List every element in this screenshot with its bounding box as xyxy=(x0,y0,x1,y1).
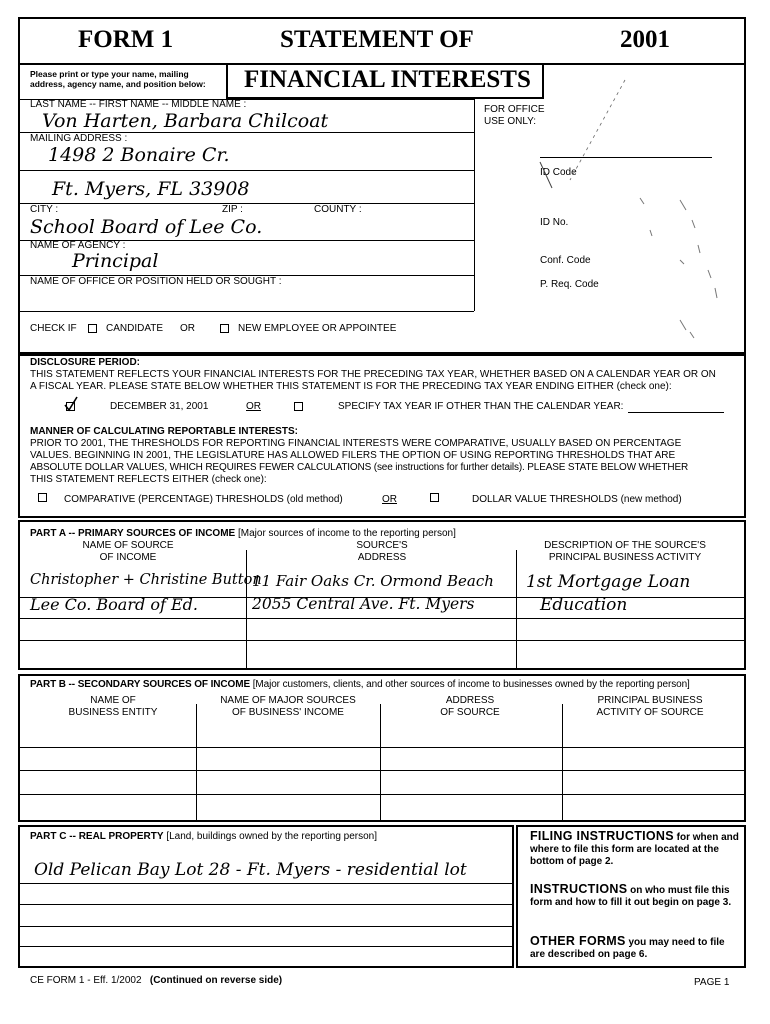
mailing-label: MAILING ADDRESS : xyxy=(30,133,128,144)
part-c-subheading: [Land, buildings owned by the reporting person] xyxy=(166,831,378,842)
office-use-title-line2: USE ONLY: xyxy=(484,116,537,127)
part-a-rule2 xyxy=(18,618,746,619)
part-a-row2-name[interactable]: Lee Co. Board of Ed. xyxy=(30,595,198,614)
comparative-label: COMPARATIVE (PERCENTAGE) THRESHOLDS (old method) xyxy=(64,494,343,505)
other-forms-text: you may need to file are described on page 6. xyxy=(530,937,725,960)
name-label: LAST NAME -- FIRST NAME -- MIDDLE NAME : xyxy=(30,99,247,110)
part-a-row1-activity[interactable]: 1st Mortgage Loan xyxy=(526,572,691,592)
new-employee-label: NEW EMPLOYEE OR APPOINTEE xyxy=(238,323,397,334)
dollar-value-label: DOLLAR VALUE THRESHOLDS (new method) xyxy=(472,494,682,505)
other-tax-year-label: SPECIFY TAX YEAR IF OTHER THAN THE CALENDAR YEAR: xyxy=(338,401,624,412)
county-label: COUNTY : xyxy=(314,204,362,215)
part-a-col2-header: SOURCE'S ADDRESS xyxy=(356,540,408,563)
part-a-row2-activity[interactable]: Education xyxy=(540,595,628,615)
part-a-row2-address[interactable]: 2055 Central Ave. Ft. Myers xyxy=(252,595,475,613)
other-tax-year-field[interactable] xyxy=(628,412,724,413)
office-stamp-marks xyxy=(530,70,730,350)
part-c-rule2 xyxy=(18,904,514,905)
part-b-rule3 xyxy=(18,794,746,795)
other-forms-note xyxy=(530,935,742,961)
manner-line4: THIS STATEMENT REFLECTS EITHER (check one): xyxy=(30,474,267,485)
part-b-heading-line xyxy=(30,679,690,691)
part-b-heading: PART B -- SECONDARY SOURCES OF INCOME xyxy=(30,679,251,690)
instructions-note xyxy=(530,883,742,909)
conf-code-label: Conf. Code xyxy=(540,255,591,266)
check-if-label: CHECK IF xyxy=(30,323,77,334)
office-use-title-line1: FOR OFFICE xyxy=(484,104,545,115)
part-b-col-divider1 xyxy=(196,704,197,820)
filing-instructions-heading: FILING INSTRUCTIONS xyxy=(530,829,674,843)
part-b-col3-header: ADDRESS OF SOURCE xyxy=(440,695,500,718)
part-a-col3-header: DESCRIPTION OF THE SOURCE'S PRINCIPAL BUSINESS ACTIVITY xyxy=(544,540,706,563)
city-label: CITY : xyxy=(30,204,59,215)
part-c-heading-line xyxy=(30,831,377,843)
manner-line1: PRIOR TO 2001, THE THRESHOLDS FOR REPORTING FINANCIAL INTERESTS WERE COMPARATIVE, USUALLY BASED ON PERCENTAGE xyxy=(30,438,682,449)
disclosure-text-line2: A FISCAL YEAR. PLEASE STATE BELOW WHETHER THIS STATEMENT IS FOR THE PRECEDING TAX YEAR ENDING EITHER (check one): xyxy=(30,381,672,392)
filing-instructions-note xyxy=(530,830,742,868)
candidate-label: CANDIDATE xyxy=(106,323,164,334)
part-a-col-divider1 xyxy=(246,550,247,668)
name-value[interactable]: Von Harten, Barbara Chilcoat xyxy=(42,110,329,132)
december-31-label: DECEMBER 31, 2001 xyxy=(110,401,209,412)
part-a-heading-line xyxy=(30,528,456,540)
candidate-checkbox[interactable] xyxy=(88,324,97,333)
part-a-row1-name[interactable]: Christopher + Christine Button xyxy=(30,572,262,588)
part-a-col-divider2 xyxy=(516,550,517,668)
manner-line2: VALUES. BEGINNING IN 2001, THE LEGISLATURE HAS ALLOWED FILERS THE OPTION OF USING REPORTING THRESHOLDS THAT ARE xyxy=(30,450,676,461)
manner-heading: MANNER OF CALCULATING REPORTABLE INTERESTS: xyxy=(30,426,298,437)
zip-label: ZIP : xyxy=(222,204,243,215)
manner-or-label: OR xyxy=(382,494,397,505)
office-use-divider xyxy=(474,99,475,311)
part-b-rule1 xyxy=(18,747,746,748)
part-a-rule3 xyxy=(18,640,746,641)
part-c-rule3 xyxy=(18,926,514,927)
disclosure-text-line1: THIS STATEMENT REFLECTS YOUR FINANCIAL INTERESTS FOR THE PRECEDING TAX YEAR, WHETHER BASED ON A CALENDAR YEAR OR ON xyxy=(30,369,716,380)
part-b-col-divider3 xyxy=(562,704,563,820)
part-b-subheading: [Major customers, clients, and other sources of income to businesses owned by the reporting person] xyxy=(252,679,690,690)
form-year: 2001 xyxy=(620,26,670,53)
part-c-entry[interactable]: Old Pelican Bay Lot 28 - Ft. Myers - residential lot xyxy=(34,860,467,880)
statement-title-line2: FINANCIAL INTERESTS xyxy=(244,66,531,93)
instructions-text: on who must file this form and how to fill it out begin on page 3. xyxy=(530,885,732,908)
part-b-col1-header: NAME OF BUSINESS ENTITY xyxy=(68,695,158,718)
part-b-col2-header: NAME OF MAJOR SOURCES OF BUSINESS' INCOME xyxy=(220,695,356,718)
dollar-value-checkbox[interactable] xyxy=(430,493,439,502)
part-b-rule2 xyxy=(18,770,746,771)
manner-line3: ABSOLUTE DOLLAR VALUES, WHICH REQUIRES FEWER CALCULATIONS (see instructions for further details). PLEASE STATE BELOW WHETHER xyxy=(30,462,689,473)
footer-continued: (Continued on reverse side) xyxy=(149,975,283,986)
footer-form-id xyxy=(30,975,282,987)
check-or-label: OR xyxy=(180,323,195,334)
part-a-heading: PART A -- PRIMARY SOURCES OF INCOME xyxy=(30,528,236,539)
office-rule xyxy=(18,311,474,312)
instructions-heading: INSTRUCTIONS xyxy=(530,882,628,896)
print-instruction: Please print or type your name, mailing address, agency name, and position below: xyxy=(30,69,206,89)
comparative-checkbox[interactable] xyxy=(38,493,47,502)
footer-form-code: CE FORM 1 - Eff. 1/2002 xyxy=(30,975,142,986)
part-a-col1-header: NAME OF SOURCE OF INCOME xyxy=(82,540,174,563)
other-forms-heading: OTHER FORMS xyxy=(530,934,626,948)
office-label: NAME OF OFFICE OR POSITION HELD OR SOUGHT : xyxy=(30,276,282,287)
part-b-col4-header: PRINCIPAL BUSINESS ACTIVITY OF SOURCE xyxy=(596,695,704,718)
id-code-label: ID Code xyxy=(540,167,577,178)
part-b-col-divider2 xyxy=(380,704,381,820)
county-value[interactable]: School Board of Lee Co. xyxy=(30,216,263,238)
part-a-row1-address[interactable]: 11 Fair Oaks Cr. Ormond Beach xyxy=(252,572,494,590)
form-title: FORM 1 xyxy=(78,26,174,53)
part-c-rule4 xyxy=(18,946,514,947)
part-a-subheading: [Major sources of income to the reporting person] xyxy=(237,528,456,539)
disclosure-heading: DISCLOSURE PERIOD: xyxy=(30,357,141,368)
footer-page-number: PAGE 1 xyxy=(694,977,730,988)
part-c-heading: PART C -- REAL PROPERTY xyxy=(30,831,164,842)
disclosure-or-label: OR xyxy=(246,401,261,412)
mailing-line1-value[interactable]: 1498 2 Bonaire Cr. xyxy=(48,144,230,166)
filing-instructions-text: for when and where to file this form are located at the bottom of page 2. xyxy=(530,832,739,867)
agency-label: NAME OF AGENCY : xyxy=(30,240,126,251)
mailing-rule2 xyxy=(18,203,474,204)
checkmark-icon xyxy=(63,396,79,412)
agency-value[interactable]: Principal xyxy=(72,250,159,272)
p-req-code-label: P. Req. Code xyxy=(540,279,599,290)
mailing-rule1 xyxy=(18,170,474,171)
id-no-label: ID No. xyxy=(540,217,569,228)
new-employee-checkbox[interactable] xyxy=(220,324,229,333)
mailing-line2-value[interactable]: Ft. Myers, FL 33908 xyxy=(52,178,250,200)
other-tax-year-checkbox[interactable] xyxy=(294,402,303,411)
statement-title-line1: STATEMENT OF xyxy=(280,26,474,53)
part-c-rule1 xyxy=(18,883,514,884)
